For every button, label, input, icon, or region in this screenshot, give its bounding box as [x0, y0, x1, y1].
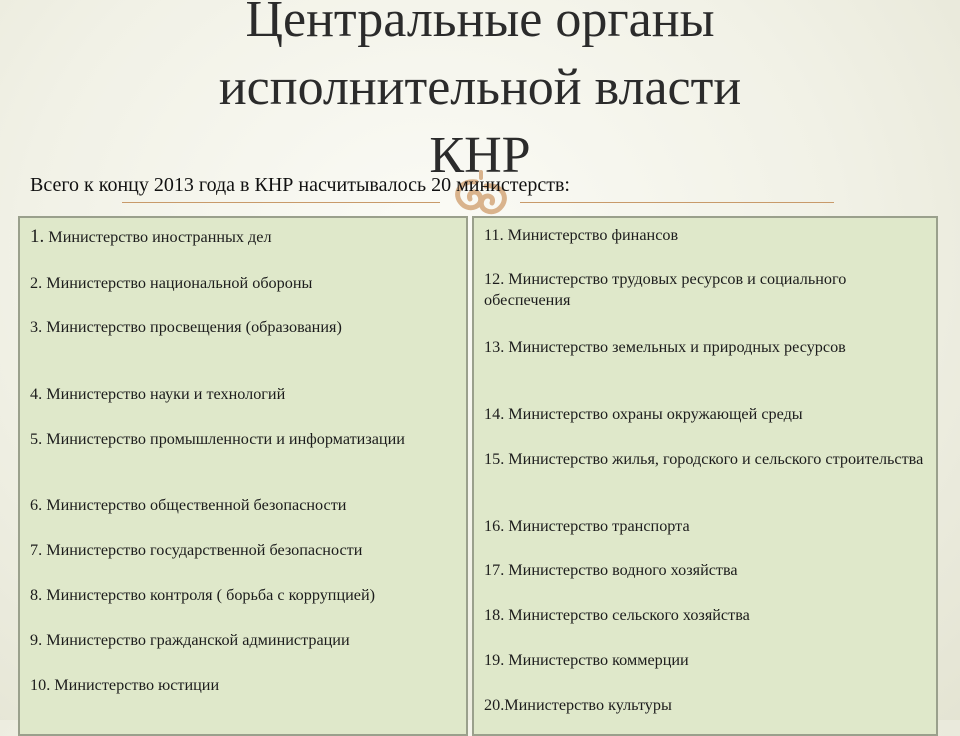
title-line-1: Центральные органы [245, 0, 715, 48]
divider-line-left [122, 202, 440, 203]
list-item: 17. Министерство водного хозяйства [484, 561, 738, 579]
list-item: 7. Министерство государственной безопасности [30, 541, 363, 559]
list-item: 2. Министерство национальной обороны [30, 274, 313, 292]
list-item-text: Министерство иностранных дел [44, 228, 272, 246]
list-item: 16. Министерство транспорта [484, 517, 690, 535]
slide-subtitle: Всего к концу 2013 года в КНР насчитывалось 20 министерств: [30, 174, 570, 196]
list-item: 12. Министерство трудовых ресурсов и социального обеспечения [484, 270, 847, 309]
list-item-number: 1. [30, 226, 45, 247]
list-item: 10. Министерство юстиции [30, 676, 220, 694]
list-item: 18. Министерство сельского хозяйства [484, 606, 750, 624]
list-item: 3. Министерство просвещения (образования) [30, 318, 342, 336]
title-line-3: КНР [429, 127, 531, 184]
list-item: 11. Министерство финансов [484, 226, 679, 244]
list-item: 6. Министерство общественной безопасности [30, 496, 347, 514]
list-item: 15. Министерство жилья, городского и сельского строительства [484, 450, 924, 468]
list-item: 4. Министерство науки и технологий [30, 385, 286, 403]
ministries-list-right [472, 216, 938, 736]
list-item: 20.Министерство культуры [484, 696, 672, 714]
list-item: 9. Министерство гражданской администрации [30, 631, 350, 649]
divider-line-right [520, 202, 834, 203]
list-item: 19. Министерство коммерции [484, 651, 689, 669]
slide-title [0, 0, 960, 190]
list-item: 14. Министерство охраны окружающей среды [484, 405, 803, 423]
title-line-2: исполнительной власти [218, 59, 742, 116]
list-item: 8. Министерство контроля ( борьба с коррупцией) [30, 586, 376, 604]
list-item: 13. Министерство земельных и природных ресурсов [484, 338, 846, 356]
list-item [30, 226, 458, 248]
list-item: 5. Министерство промышленности и информатизации [30, 430, 405, 448]
ministries-list-left [18, 216, 468, 736]
